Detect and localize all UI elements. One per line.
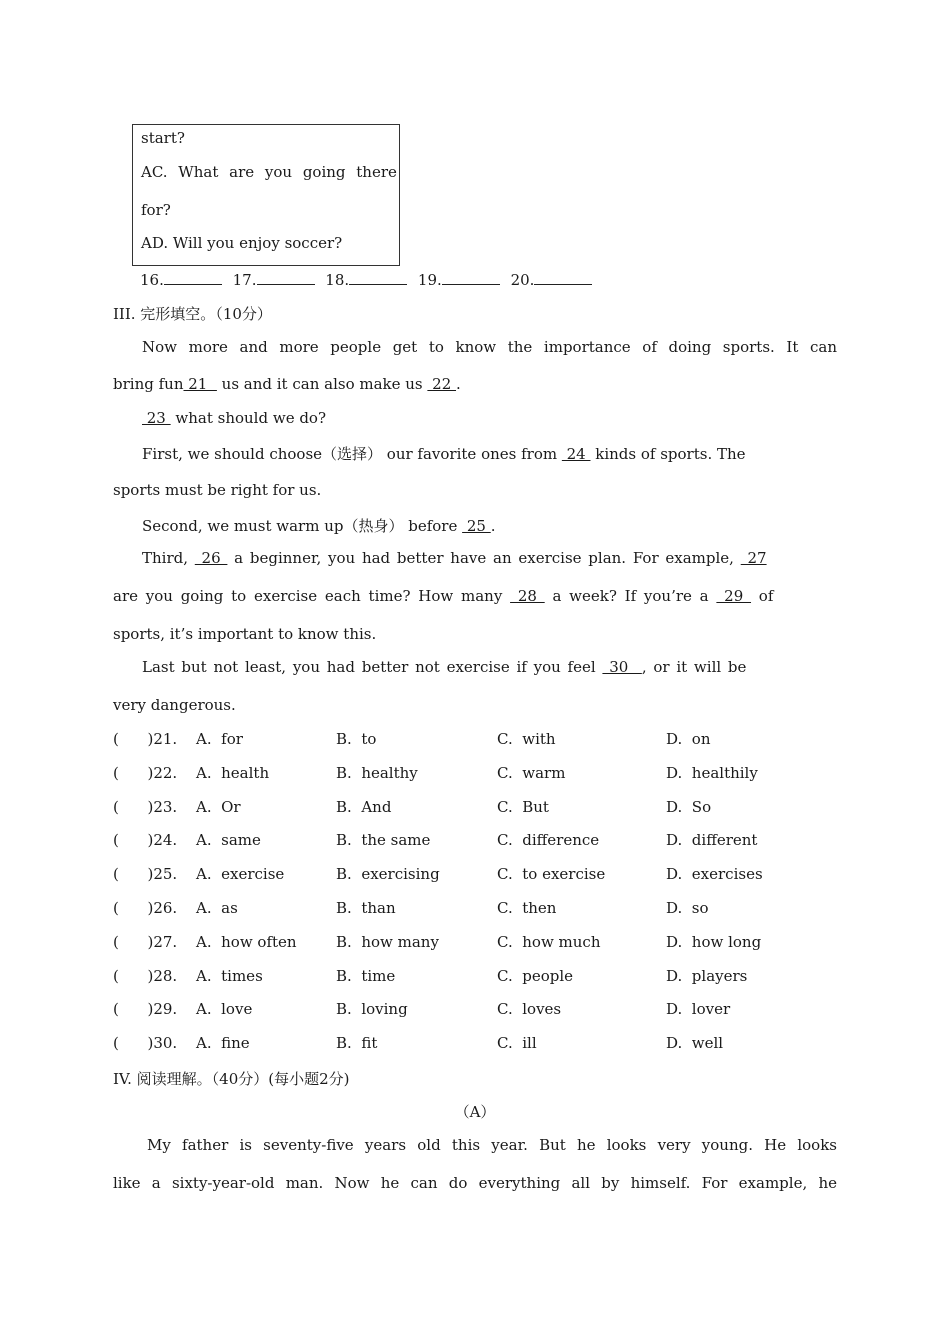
passage-text: Last but not least, you had better not exercise if you feel <box>142 658 603 676</box>
passage-text: First, we should choose（选择） our favorite ones from 24 kinds of sports. The <box>142 445 746 463</box>
option-c[interactable]: C. then <box>497 899 557 917</box>
option-a[interactable]: A. fine <box>196 1034 250 1053</box>
passage-line: sports must be right for us. <box>113 481 322 499</box>
option-b[interactable]: B. the same <box>336 831 431 850</box>
passage-text: Second, we must warm up（热身） before <box>142 517 463 535</box>
blank-28: 28 <box>510 587 545 605</box>
passage-line: My father is seventy-five years old this year. But he looks very young. He looks <box>147 1136 837 1154</box>
question-number: ( )26. <box>113 899 178 917</box>
option-b[interactable]: B. exercising <box>336 865 440 884</box>
passage-line <box>142 443 837 464</box>
option-d[interactable]: D. players <box>666 966 748 985</box>
option-a[interactable]: A. Or <box>196 797 241 816</box>
blank-23: 23 <box>142 409 171 427</box>
blank-22: 22 <box>427 375 457 393</box>
option-a[interactable]: A. same <box>196 831 261 850</box>
question-number: ( )30. <box>113 1034 178 1053</box>
blank-24: 24 <box>561 445 591 463</box>
option-d[interactable]: D. lover <box>666 1000 731 1019</box>
option-c[interactable]: C. loves <box>497 1000 562 1019</box>
passage-text: a beginner, you had better have an exercise plan. For example, <box>227 549 741 567</box>
blank-21: 21 <box>183 375 217 393</box>
option-c[interactable]: C. But <box>497 797 549 816</box>
passage-text: are you going to exercise each time? How many <box>113 587 511 605</box>
option-b[interactable]: B. how many <box>336 932 439 951</box>
passage-text: what should we do? <box>170 409 327 427</box>
blank-26: 26 <box>194 549 228 567</box>
passage-line <box>113 375 461 393</box>
answer-label: 19. <box>417 271 442 289</box>
question-number: ( )23. <box>113 797 178 816</box>
option-d[interactable]: D. exercises <box>666 865 763 884</box>
option-b[interactable]: B. And <box>336 797 392 816</box>
passage-line: like a sixty-year-old man. Now he can do everything all by himself. For example, he <box>113 1174 837 1192</box>
passage-text: a week? If you’re a <box>544 587 717 605</box>
option-b[interactable]: B. time <box>336 966 396 985</box>
question-number: ( )22. <box>113 763 178 782</box>
answer-label: 18. <box>325 271 350 289</box>
option-a[interactable]: A. times <box>196 966 263 985</box>
answer-label: 20. <box>510 271 535 289</box>
passage-text: bring fun <box>113 375 184 393</box>
option-a[interactable]: A. for <box>196 730 243 748</box>
question-number: ( )27. <box>113 932 178 951</box>
option-b[interactable]: B. than <box>336 899 396 917</box>
question-row <box>0 730 950 750</box>
option-b[interactable]: B. to <box>336 730 377 748</box>
passage-text: Third, <box>142 549 195 567</box>
option-c[interactable]: C. with <box>497 730 556 748</box>
option-c[interactable]: C. difference <box>497 831 600 850</box>
passage-label: （A） <box>454 1103 496 1121</box>
passage-text: , or it will be <box>641 658 747 676</box>
blank-29: 29 <box>716 587 752 605</box>
section-heading: IV. 阅读理解。（40分）(每小题2分) <box>113 1070 350 1088</box>
question-number: ( )28. <box>113 966 178 985</box>
option-d[interactable]: D. how long <box>666 932 762 951</box>
passage-line <box>113 587 773 605</box>
question-row <box>0 831 950 851</box>
question-row <box>0 967 950 987</box>
question-row <box>0 933 950 953</box>
question-row <box>0 899 950 919</box>
passage-line: sports, it’s important to know this. <box>113 625 377 643</box>
answer-label: 17. <box>232 271 257 289</box>
answer-blank-16[interactable] <box>164 270 222 285</box>
passage-text: . <box>490 517 496 535</box>
passage-line: Now more and more people get to know the importance of doing sports. It can <box>142 338 837 356</box>
option-a[interactable]: A. as <box>196 899 238 917</box>
answer-blank-17[interactable] <box>257 270 315 285</box>
passage-line <box>142 658 746 676</box>
option-d[interactable]: D. So <box>666 797 712 816</box>
option-a[interactable]: A. exercise <box>196 865 285 884</box>
blank-30: 30 <box>602 658 642 676</box>
option-d[interactable]: D. well <box>666 1034 724 1053</box>
passage-text: us and it can also make us <box>216 375 428 393</box>
option-d[interactable]: D. healthily <box>666 763 758 782</box>
options-box <box>132 124 400 266</box>
option-d[interactable]: D. so <box>666 899 709 917</box>
question-number: ( )21. <box>113 730 178 748</box>
question-row <box>0 1000 950 1020</box>
passage-line <box>142 549 767 567</box>
option-b[interactable]: B. loving <box>336 1000 408 1019</box>
option-c[interactable]: C. warm <box>497 763 566 782</box>
question-number: ( )24. <box>113 831 178 850</box>
passage-text: of <box>751 587 774 605</box>
option-c[interactable]: C. people <box>497 966 574 985</box>
question-row <box>0 764 950 784</box>
answer-blank-20[interactable] <box>534 270 592 285</box>
question-row <box>0 865 950 885</box>
answer-label: 16. <box>140 271 164 289</box>
blank-25: 25 <box>462 517 491 535</box>
option-d[interactable]: D. on <box>666 730 711 748</box>
box-option-ac: AC. What are you going there <box>141 163 397 181</box>
passage-text: . <box>456 375 461 393</box>
box-line: start? <box>141 129 185 147</box>
answer-blank-18[interactable] <box>349 270 407 285</box>
answer-blanks <box>140 270 598 289</box>
passage-line: very dangerous. <box>113 696 236 714</box>
answer-blank-19[interactable] <box>442 270 500 285</box>
option-a[interactable]: A. love <box>196 1000 253 1019</box>
option-d[interactable]: D. different <box>666 831 758 850</box>
option-a[interactable]: A. how often <box>196 932 297 951</box>
blank-27: 27 <box>740 549 767 567</box>
option-c[interactable]: C. ill <box>497 1034 537 1053</box>
box-option-ad: AD. Will you enjoy soccer? <box>141 234 343 252</box>
option-b[interactable]: B. fit <box>336 1034 378 1053</box>
question-number: ( )29. <box>113 1000 178 1019</box>
passage-line <box>142 409 326 427</box>
option-a[interactable]: A. health <box>196 763 270 782</box>
question-row <box>0 1034 950 1054</box>
question-row <box>0 798 950 818</box>
option-b[interactable]: B. healthy <box>336 763 418 782</box>
passage-line <box>142 515 496 536</box>
option-c[interactable]: C. how much <box>497 932 601 951</box>
section-heading: III. 完形填空。（10分） <box>113 305 272 323</box>
box-line: for? <box>141 201 171 219</box>
option-c[interactable]: C. to exercise <box>497 865 606 884</box>
question-number: ( )25. <box>113 865 178 884</box>
